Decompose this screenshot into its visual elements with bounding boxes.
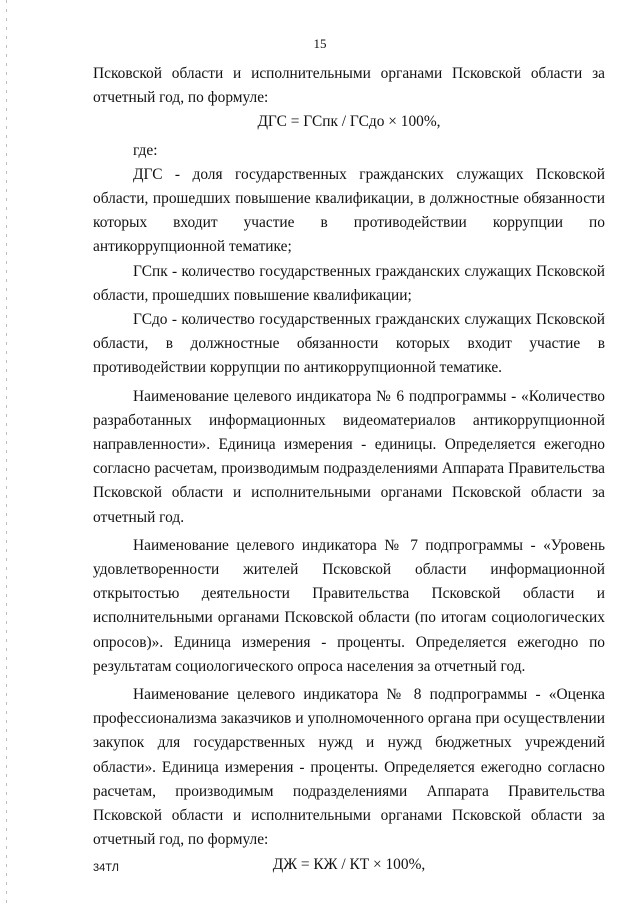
where-label: где: — [133, 141, 158, 159]
body-text — [93, 62, 605, 877]
indicator-6-paragraph: Наименование целевого индикатора № 6 подпрограммы - «Количество разработанных информационных видеоматериалов антикоррупционной направленности». Единица измерения - единицы. Определяется ежегодно согласно расчетам, производимым подразделениями Аппарата Правительства Псковской области и исполнительными органами Псковской области за отчетный год. — [93, 387, 605, 526]
indicator-8-paragraph: Наименование целевого индикатора № 8 подпрограммы - «Оценка профессионализма заказчиков и уполномоченного органа при осуществлении закупок для государственных нужд и нужд бюджетных учреждений области». Единица измерения - проценты. Определяется ежегодно согласно расчетам, производимым подразделениями Аппарата Правительства Псковской области и исполнительными органами Псковской области за отчетный год, по формуле: — [93, 686, 605, 849]
formula-dgs: ДГС = ГСпк / ГСдо × 100%, — [257, 113, 441, 131]
paragraph-continuation: Псковской области и исполнительными органами Псковской области за отчетный год, по формуле: — [93, 65, 605, 107]
definition-gspk: ГСпк - количество государственных гражданских служащих Псковской области, прошедших повышение квалификации; — [93, 262, 605, 304]
scan-edge-line — [6, 0, 7, 905]
indicator-7-paragraph: Наименование целевого индикатора № 7 подпрограммы - «Уровень удовлетворенности жителей Псковской области информационной открытостью деятельности Правительства Псковской области и исполнительными органами Псковской области (по итогам социологических опросов)». Единица измерения - проценты. Определяется ежегодно по результатам социологического опроса населения за отчетный год. — [93, 536, 605, 675]
definition-gsdo: ГСдо - количество государственных гражданских служащих Псковской области, в должностные обязанности которых входит участие в противодействии коррупции по антикоррупционной тематике. — [93, 311, 605, 377]
page-number: 15 — [313, 36, 327, 51]
formula-dzh: ДЖ = КЖ / КТ × 100%, — [272, 855, 426, 873]
definition-dgs: ДГС - доля государственных гражданских служащих Псковской области, прошедших повышение квалификации, в должностные обязанности которых входит участие в противодействии коррупции по антикоррупционной тематике; — [93, 165, 605, 256]
footer-code: 34ТЛ — [93, 862, 119, 874]
